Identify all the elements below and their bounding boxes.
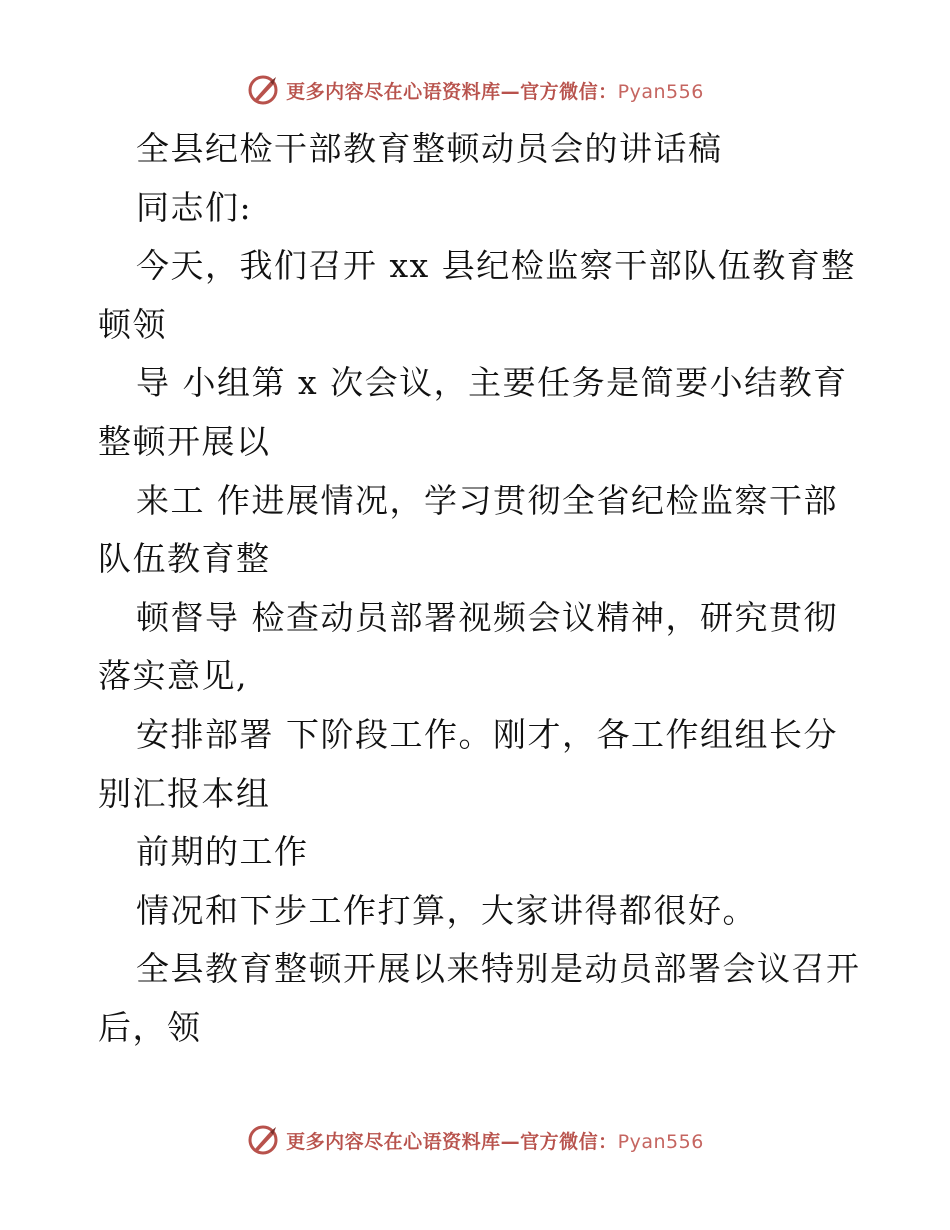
text-line: 整顿开展以 (98, 421, 271, 461)
quill-pen-logo-icon (246, 1123, 280, 1157)
watermark-text: 更多内容尽在心语资料库—官方微信：Pyan556 (286, 1130, 704, 1153)
text-line: 导 小组第 x 次会议，主要任务是简要小结教育 (136, 363, 848, 403)
text-line: 顿领 (98, 304, 167, 344)
document-title: 全县纪检干部教育整顿动员会的讲话稿 (136, 129, 723, 168)
text-line: 情况和下步工作打算，大家讲得都很好。 (136, 890, 757, 930)
text-line: 同志们: (136, 187, 253, 227)
text-line: 前期的工作 (136, 832, 309, 872)
document-body (98, 120, 861, 1058)
text-line: 全县教育整顿开展以来特别是动员部署会议召开 (136, 949, 861, 989)
text-line: 队伍教育整 (98, 539, 271, 579)
quill-pen-logo-icon (246, 73, 280, 107)
text-line: 安排部署 下阶段工作。刚才，各工作组组长分 (136, 714, 838, 754)
text-line: 别汇报本组 (98, 773, 271, 813)
watermark-header (0, 70, 950, 110)
text-line: 顿督导 检查动员部署视频会议精神，研究贯彻 (136, 597, 838, 637)
watermark-text: 更多内容尽在心语资料库—官方微信：Pyan556 (286, 80, 704, 103)
watermark-footer (0, 1120, 950, 1160)
text-line: 落实意见, (98, 656, 248, 696)
text-line: 来工 作进展情况，学习贯彻全省纪检监察干部 (136, 480, 838, 520)
text-line: 后，领 (98, 1007, 202, 1047)
text-line: 今天，我们召开 xx 县纪检监察干部队伍教育整 (136, 246, 856, 286)
